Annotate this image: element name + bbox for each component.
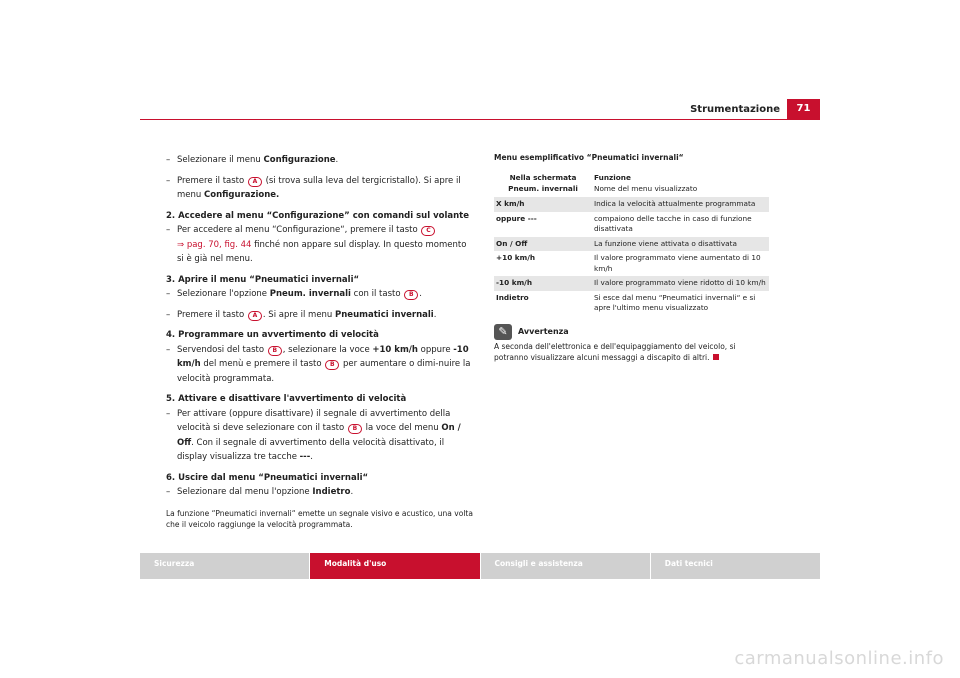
menu-table [494,170,769,316]
text-run: Per accedere al menu “Configurazione“, premere il tasto [177,225,421,235]
figure-caption: La funzione “Pneumatici invernali“ emette un segnale visivo e acustico, una volta che il veicolo raggiunge la velocità programmata. [166,508,473,529]
text-run: finché non appare sul display. In questo momento si è già nel menu. [177,239,467,264]
menu-option: +10 km/h [372,344,418,355]
step-text [177,485,473,500]
step-item [166,174,473,203]
step-dash: – [166,344,171,355]
table-cell-key: X km/h [494,197,592,212]
key-a-icon: A [248,311,262,321]
text-run: Per attivare (oppure disattivare) il segnale di avvertimento della velocità si deve selezionare con il tasto [177,408,451,433]
step-item [166,407,473,465]
table-cell-desc: Il valore programmato viene ridotto di 10 km/h [592,276,769,291]
column-header [592,170,769,197]
cross-reference-link[interactable]: ⇒ pag. 70, fig. 44 [177,239,252,250]
header-rule [140,119,820,120]
page-number: 71 [787,99,820,119]
footer-tab-dati-tecnici[interactable]: Dati tecnici [650,553,820,579]
text-run: . Si apre il menu [262,309,336,320]
step-dash: – [166,155,171,165]
table-row [494,237,769,252]
text-run: Premere il tasto [177,309,247,320]
menu-name: Configurazione. [204,190,280,200]
text-run: . [433,309,437,320]
step-dash: – [166,175,171,186]
step-dash: – [166,289,171,299]
text-run: per aumentare o dimi-nuire la velocità programmata. [177,359,471,384]
table-cell-key: Indietro [496,292,529,302]
table-cell-desc: Indica la velocità attualmente programmata [592,197,769,212]
text-run: Selezionare dal menu l'opzione [177,487,313,497]
section-heading: 3. Aprire il menu “Pneumatici invernali“ [166,274,360,285]
menu-name: Pneumatici invernali [335,309,434,320]
step-text [177,343,473,387]
note-icon: ✎ [494,324,512,340]
table-row [494,276,769,291]
table-cell-desc: compaiono delle tacche in caso di funzione disattivata [594,213,752,233]
footer-tab-consigli[interactable]: Consigli e assistenza [480,553,650,579]
step-text [177,223,473,267]
text-run: . [350,487,354,497]
step-item [166,223,473,267]
menu-option: -10 km/h [177,344,469,369]
step-text [177,287,473,302]
step-item [166,485,473,500]
text-run: , selezionare la voce [282,344,373,355]
key-b-icon: B [325,360,339,370]
table-cell-desc: Il valore programmato viene aumentato di 10 km/h [594,253,761,273]
menu-name: Configurazione [263,155,336,165]
footer-tab-sicurezza[interactable]: Sicurezza [140,553,309,579]
menu-name: Pneum. invernali [269,289,351,299]
text-run: . Con il segnale di avvertimento della velocità disattivato, il display visualizza tre tacche [177,437,445,462]
warning-note [494,324,769,363]
header-line: Nella schermata [509,173,577,182]
footer-nav [140,553,820,579]
table-row [494,251,769,276]
menu-option: On / Off [177,423,461,448]
display-marks: --- [299,452,311,462]
warning-title: Avvertenza [518,327,569,336]
table-header-row [494,170,769,197]
table-row [494,291,769,316]
warning-header [494,324,769,340]
menu-option: Indietro [312,487,351,497]
end-square-icon [713,354,719,360]
table-row [494,197,769,212]
text-run: . [335,155,339,165]
step-item [166,343,473,387]
warning-body [494,341,769,363]
header-line: Funzione [594,173,631,182]
step-text [177,407,473,465]
table-cell-desc: La funzione viene attivata o disattivata [592,237,769,252]
table-cell-desc: Si esce dal menu “Pneumatici invernali“ e si apre l'ultimo menu visualizzato [594,292,756,312]
section-heading: 6. Uscire dal menu “Pneumatici invernali“ [166,472,369,483]
step-dash: – [166,487,171,497]
left-column [166,153,473,530]
table-cell-key: -10 km/h [494,276,592,291]
text-run: Selezionare il menu [177,155,264,165]
table-cell-key: +10 km/h [496,253,536,262]
table-row [494,212,769,237]
text-run: Servendosi del tasto [177,344,267,355]
key-b-icon: B [404,290,418,300]
text-run: del menù e premere il tasto [200,359,325,369]
step-text [177,308,473,323]
step-dash: – [166,309,171,320]
text-run: oppure [417,344,454,355]
key-b-icon: B [268,346,282,356]
footer-tab-modalita-duso[interactable]: Modalità d'uso [309,553,479,579]
table-cell-key: oppure --- [496,213,537,223]
step-text [177,153,473,168]
table-cell-key: On / Off [494,237,592,252]
text-run: Premere il tasto [177,175,247,186]
section-heading: 2. Accedere al menu “Configurazione” con comandi sul volante [166,210,469,221]
step-item [166,308,473,323]
right-column [494,153,769,363]
step-text [177,174,473,203]
text-run: (si trova sulla leva del tergicristallo). Si apre il menu [177,175,461,200]
text-run: con il tasto [350,289,404,299]
running-header-title: Strumentazione [690,104,780,115]
step-dash: – [166,225,171,235]
header-line: Nome del menu visualizzato [594,183,698,193]
step-item [166,153,473,168]
column-header [494,170,592,197]
section-heading: 4. Programmare un avvertimento di velocità [166,330,379,340]
key-c-icon: C [421,226,435,236]
section-heading: 5. Attivare e disattivare l'avvertimento di velocità [166,394,407,404]
text-run: la voce del menu [362,423,442,433]
text-run: . [310,452,313,462]
step-item [166,287,473,302]
warning-text: A seconda dell'elettronica e dell'equipaggiamento del veicolo, si potranno visualizzare alcuni messaggi a discapito di altri. [494,341,736,362]
table-title: Menu esemplificativo “Pneumatici invernali“ [494,153,684,162]
text-run: Selezionare l'opzione [177,289,270,299]
watermark: carmanualsonline.info [734,648,944,669]
header-line: Pneum. invernali [508,183,578,193]
key-a-icon: A [248,177,262,187]
step-dash: – [166,408,171,419]
key-b-icon: B [348,424,362,434]
text-run: . [419,289,422,299]
